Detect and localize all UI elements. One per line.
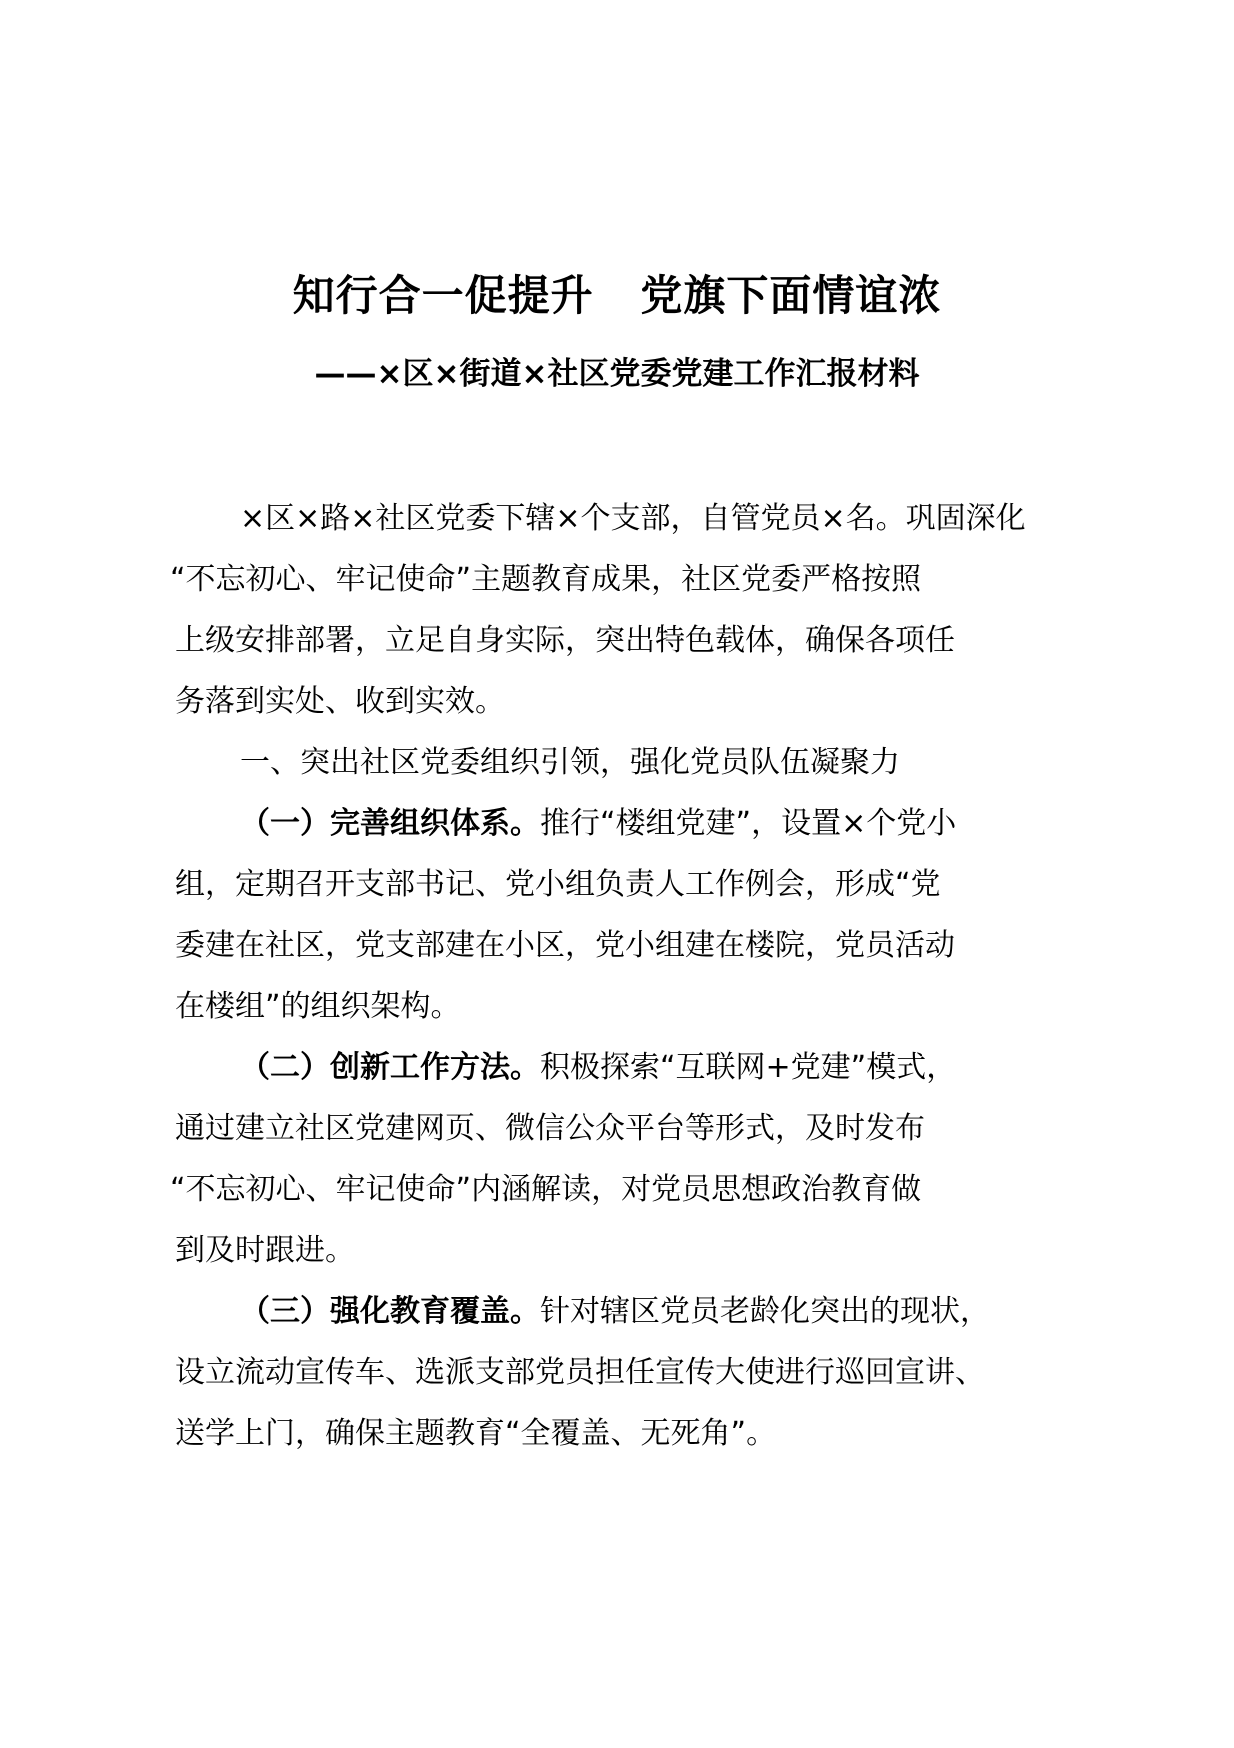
heading-text: 一、突出社区党委组织引领，强化党员队伍凝聚力 [240, 745, 900, 780]
line-text: 组，定期召开支部书记、党小组负责人工作例会，形成“党 [175, 867, 941, 902]
body-line [240, 1291, 990, 1333]
line-text: 推行“楼组党建”，设置×个党小 [540, 806, 957, 841]
body-line [175, 620, 955, 662]
line-text: 到及时跟进。 [175, 1233, 355, 1268]
line-text: 委建在社区，党支部建在小区，党小组建在楼院，党员活动 [175, 928, 955, 963]
body-line [175, 1413, 776, 1455]
body-line [170, 559, 921, 601]
body-line [175, 925, 955, 967]
body-line [175, 1230, 355, 1272]
body-line [175, 681, 505, 723]
line-text: “不忘初心、牢记使命”内涵解读，对党员思想政治教育做 [170, 1172, 922, 1207]
body-line [170, 1169, 921, 1211]
subsection-title: （二）创新工作方法。 [240, 1050, 540, 1085]
line-text: 积极探索“互联网+党建”模式， [540, 1050, 957, 1085]
line-text: ×区×路×社区党委下辖×个支部，自管党员×名。巩固深化 [240, 501, 1026, 536]
line-text: 在楼组”的组织架构。 [175, 989, 461, 1024]
line-text: 针对辖区党员老龄化突出的现状， [540, 1294, 990, 1329]
body-line [240, 498, 1026, 540]
line-text: 务落到实处、收到实效。 [175, 684, 505, 719]
line-text: 通过建立社区党建网页、微信公众平台等形式，及时发布 [175, 1111, 925, 1146]
document-title: 知行合一促提升 党旗下面情谊浓 [292, 271, 942, 320]
section-heading [240, 742, 900, 784]
body-line [175, 864, 941, 906]
document-subtitle: ——×区×街道×社区党委党建工作汇报材料 [314, 356, 920, 392]
subsection-title: （一）完善组织体系。 [240, 806, 540, 841]
line-text: 设立流动宣传车、选派支部党员担任宣传大使进行巡回宣讲、 [175, 1355, 985, 1390]
line-text: “不忘初心、牢记使命”主题教育成果，社区党委严格按照 [170, 562, 922, 597]
body-line [175, 1108, 925, 1150]
body-line [175, 986, 461, 1028]
line-text: 上级安排部署，立足自身实际，突出特色载体，确保各项任 [175, 623, 955, 658]
line-text: 送学上门，确保主题教育“全覆盖、无死角”。 [175, 1416, 777, 1451]
body-line [240, 1047, 956, 1089]
body-line [240, 803, 956, 845]
body-line [175, 1352, 985, 1394]
subsection-title: （三）强化教育覆盖。 [240, 1294, 540, 1329]
